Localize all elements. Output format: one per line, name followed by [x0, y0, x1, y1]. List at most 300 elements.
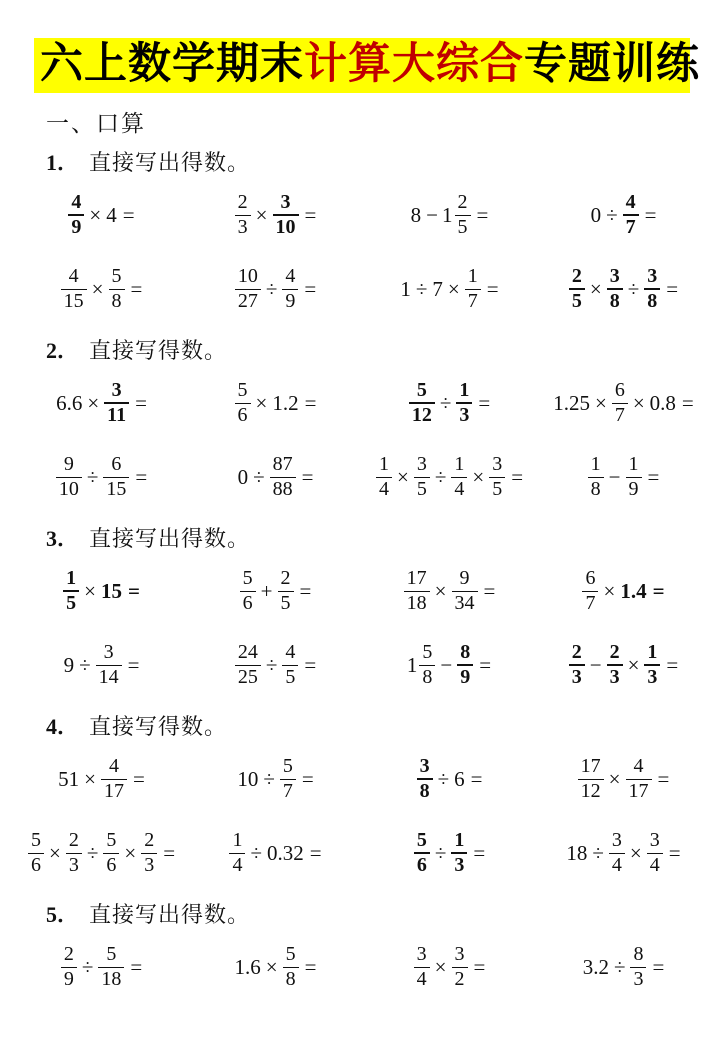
- fraction-denominator: 12: [580, 779, 601, 802]
- fraction-denominator: 4: [454, 477, 465, 500]
- fraction-denominator: 8: [111, 289, 122, 312]
- fraction-denominator: 11: [107, 404, 127, 427]
- fraction: [235, 380, 251, 426]
- fraction: [609, 830, 625, 876]
- fraction: [103, 454, 129, 500]
- fraction-denominator: 8: [609, 290, 620, 313]
- fraction: [270, 454, 296, 500]
- fraction-denominator: 3: [609, 666, 620, 689]
- operator: ×: [434, 578, 447, 603]
- fraction: [56, 454, 82, 500]
- operator: ÷: [253, 464, 265, 489]
- problem: [14, 266, 188, 312]
- problem: [14, 454, 188, 500]
- fraction: [569, 642, 585, 689]
- fraction-numerator: 5: [409, 380, 435, 405]
- equals-sign: =: [127, 578, 140, 603]
- fraction-numerator: 5: [98, 944, 124, 968]
- fraction: [452, 568, 478, 614]
- equals-sign: =: [473, 840, 486, 865]
- operator: ×: [89, 202, 102, 227]
- fraction: [282, 266, 298, 312]
- operator: ÷: [437, 766, 450, 791]
- fraction-numerator: 3: [489, 454, 505, 478]
- fraction-numerator: 1: [376, 454, 392, 478]
- equals-sign: =: [304, 652, 317, 677]
- fraction-denominator: 5: [66, 592, 77, 615]
- problem: [536, 568, 710, 614]
- operator: ÷: [265, 276, 278, 301]
- fraction: [96, 642, 122, 688]
- fraction: [240, 568, 256, 614]
- number: 3.2: [582, 954, 609, 979]
- fraction: [409, 380, 435, 427]
- fraction: [451, 830, 467, 877]
- operator: ÷: [613, 954, 626, 979]
- fraction-denominator: 15: [63, 289, 84, 312]
- fraction-numerator: 3: [452, 944, 468, 968]
- operator: ÷: [434, 840, 447, 865]
- fraction-numerator: 1: [626, 454, 642, 478]
- fraction: [578, 756, 604, 802]
- problem-group: [0, 148, 724, 326]
- fraction-denominator: 8: [285, 967, 296, 990]
- fraction-denominator: 17: [104, 779, 124, 802]
- fraction-numerator: 2: [66, 830, 82, 854]
- fraction: [414, 454, 430, 500]
- section-heading: 一、口算: [46, 111, 146, 137]
- operator: −: [440, 652, 453, 677]
- fraction: [235, 642, 261, 688]
- operator: ×: [472, 464, 485, 489]
- fraction-denominator: 9: [460, 666, 471, 689]
- group-heading: [46, 712, 724, 742]
- mixed-number: [442, 192, 472, 238]
- problem: [362, 756, 536, 803]
- fraction-numerator: 2: [569, 266, 585, 291]
- fraction-denominator: 3: [459, 404, 470, 427]
- fraction-denominator: 3: [144, 853, 155, 876]
- problem-row: [0, 628, 724, 702]
- problem: [14, 756, 188, 802]
- fraction-numerator: 6: [103, 454, 129, 478]
- fraction-denominator: 5: [280, 591, 291, 614]
- fraction: [465, 266, 481, 312]
- mixed-number: [407, 642, 437, 688]
- equals-sign: =: [135, 390, 147, 415]
- problem: [362, 830, 536, 877]
- problem: [14, 830, 188, 876]
- problem-row: [0, 366, 724, 440]
- fraction-denominator: 3: [647, 666, 658, 689]
- operator: ×: [589, 276, 602, 301]
- fraction: [282, 642, 298, 688]
- fraction-denominator: 3: [454, 854, 465, 877]
- problem: [536, 266, 710, 313]
- problem: [362, 266, 536, 312]
- number: 18: [566, 840, 588, 865]
- fraction: [452, 944, 468, 990]
- title-right: 专题训练: [524, 40, 700, 88]
- fraction-denominator: 5: [416, 477, 427, 500]
- fraction-numerator: 9: [452, 568, 478, 592]
- equals-sign: =: [483, 578, 496, 603]
- fraction: [109, 266, 125, 312]
- problem-row: [0, 816, 724, 890]
- problem: [188, 568, 362, 614]
- problem-group: [0, 336, 724, 514]
- problem: [536, 830, 710, 876]
- operator: ÷: [86, 464, 99, 489]
- operator: −: [426, 202, 438, 227]
- number: 10: [237, 766, 259, 791]
- fraction-numerator: 6: [582, 568, 598, 592]
- fraction: [235, 192, 251, 238]
- fraction-denominator: 8: [590, 477, 601, 500]
- fraction: [229, 830, 245, 876]
- fraction: [103, 830, 119, 876]
- equals-sign: =: [304, 390, 317, 415]
- fraction-numerator: 4: [61, 266, 87, 290]
- equals-sign: =: [309, 840, 322, 865]
- equals-sign: =: [473, 954, 486, 979]
- fraction: [66, 830, 82, 876]
- group-heading-number: 1．: [46, 150, 80, 176]
- mixed-whole-part: 1: [442, 202, 453, 227]
- operator: ÷: [434, 464, 447, 489]
- operator: ×: [91, 276, 104, 301]
- equals-sign: =: [122, 202, 135, 227]
- problem: [14, 192, 188, 239]
- fraction: [626, 454, 642, 500]
- mixed-fraction-part: [419, 642, 435, 688]
- problem-row: [0, 742, 724, 816]
- mixed-whole-part: 1: [406, 652, 418, 677]
- fraction-denominator: 5: [285, 665, 296, 688]
- number: 7: [432, 276, 443, 301]
- fraction-numerator: 17: [404, 568, 430, 592]
- fraction-denominator: 6: [106, 853, 117, 876]
- operator: ×: [255, 390, 268, 415]
- fraction-numerator: 2: [141, 830, 157, 854]
- fraction: [414, 830, 430, 877]
- fraction: [273, 192, 299, 239]
- problem-row: [0, 178, 724, 252]
- fraction-denominator: 3: [237, 215, 248, 238]
- fraction: [283, 944, 299, 990]
- operator: −: [589, 652, 602, 677]
- problem: [362, 568, 536, 614]
- equals-sign: =: [652, 954, 665, 979]
- fraction: [607, 266, 623, 313]
- operator: ÷: [86, 840, 99, 865]
- problem-group: [0, 524, 724, 702]
- group-heading-label: 直接写得数。: [89, 338, 228, 364]
- fraction-denominator: 7: [614, 403, 625, 426]
- fraction-numerator: 5: [414, 830, 430, 855]
- operator: ×: [434, 954, 447, 979]
- fraction-numerator: 4: [623, 192, 639, 217]
- fraction-numerator: 2: [455, 192, 471, 216]
- number: 8: [410, 202, 422, 227]
- fraction-denominator: 7: [625, 216, 636, 239]
- problem: [536, 642, 710, 689]
- fraction: [61, 266, 87, 312]
- equals-sign: =: [304, 202, 317, 227]
- fraction-numerator: 10: [235, 266, 261, 290]
- problem-group: [0, 712, 724, 890]
- fraction-denominator: 8: [419, 780, 430, 803]
- fraction-denominator: 14: [98, 665, 119, 688]
- fraction-numerator: 5: [103, 830, 119, 854]
- number: 1.4: [620, 578, 647, 603]
- operator: ×: [255, 202, 268, 227]
- operator: ÷: [263, 766, 275, 791]
- fraction-numerator: 1: [588, 454, 604, 478]
- fraction-denominator: 18: [101, 967, 122, 990]
- fraction: [607, 642, 623, 689]
- problem: [14, 568, 188, 615]
- operator: ÷: [79, 652, 91, 677]
- title-highlight: 计算大综合: [304, 40, 524, 88]
- fraction-numerator: 3: [104, 380, 129, 405]
- operator: ×: [84, 766, 96, 791]
- number: 0: [590, 202, 602, 227]
- operator: ×: [629, 840, 642, 865]
- fraction-numerator: 6: [612, 380, 628, 404]
- fraction: [376, 454, 392, 500]
- fraction-denominator: 3: [571, 666, 582, 689]
- equals-sign: =: [479, 652, 492, 677]
- equals-sign: =: [486, 276, 499, 301]
- number: 1.25: [553, 390, 590, 415]
- equals-sign: =: [301, 464, 314, 489]
- number: 1.2: [272, 390, 299, 415]
- number: 4: [106, 202, 117, 227]
- equals-sign: =: [666, 652, 679, 677]
- operator: ÷: [606, 202, 618, 227]
- fraction-numerator: 2: [569, 642, 585, 667]
- problem: [14, 642, 188, 688]
- fraction-denominator: 18: [406, 591, 427, 614]
- problem: [188, 830, 362, 876]
- problem-row: [0, 440, 724, 514]
- equals-sign: =: [644, 202, 657, 227]
- fraction-numerator: 3: [96, 642, 122, 666]
- fraction-denominator: 4: [611, 853, 622, 876]
- number: 0.32: [266, 840, 304, 865]
- fraction-denominator: 4: [232, 853, 243, 876]
- fraction-numerator: 3: [607, 266, 623, 291]
- fraction: [612, 380, 628, 426]
- fraction: [235, 266, 261, 312]
- operator: ÷: [250, 840, 262, 865]
- number: 6.6: [56, 390, 83, 415]
- problem-groups-container: [0, 148, 724, 1004]
- fraction-denominator: 6: [237, 403, 248, 426]
- fraction-numerator: 4: [626, 756, 652, 780]
- equals-sign: =: [681, 390, 694, 415]
- number: 15: [100, 578, 122, 603]
- operator: ÷: [415, 276, 428, 301]
- fraction-numerator: 3: [609, 830, 625, 854]
- fraction-numerator: 5: [109, 266, 125, 290]
- operator: +: [260, 578, 273, 603]
- fraction-numerator: 8: [630, 944, 646, 968]
- operator: ÷: [265, 652, 278, 677]
- fraction-numerator: 2: [607, 642, 623, 667]
- group-heading: [46, 336, 724, 366]
- fraction-numerator: 5: [419, 642, 435, 666]
- equals-sign: =: [647, 464, 660, 489]
- fraction-denominator: 10: [58, 477, 79, 500]
- equals-sign: =: [127, 652, 140, 677]
- fraction: [644, 642, 660, 689]
- fraction-numerator: 8: [457, 642, 473, 667]
- group-heading: [46, 524, 724, 554]
- operator: ÷: [81, 954, 94, 979]
- operator: ×: [84, 578, 96, 603]
- fraction: [456, 380, 472, 427]
- equals-sign: =: [163, 840, 176, 865]
- fraction-denominator: 12: [411, 404, 432, 427]
- fraction-denominator: 7: [282, 779, 293, 802]
- equals-sign: =: [299, 578, 312, 603]
- fraction-numerator: 2: [235, 192, 251, 216]
- fraction-numerator: 5: [28, 830, 44, 854]
- problem: [362, 192, 536, 238]
- fraction-numerator: 5: [280, 756, 296, 780]
- problem: [536, 944, 710, 990]
- problem: [188, 756, 362, 802]
- fraction-numerator: 24: [235, 642, 261, 666]
- fraction-denominator: 5: [492, 477, 503, 500]
- problem-row: [0, 930, 724, 1004]
- fraction: [626, 756, 652, 802]
- fraction: [61, 944, 77, 990]
- group-heading-number: 4．: [46, 714, 80, 740]
- equals-sign: =: [135, 464, 148, 489]
- fraction-numerator: 17: [578, 756, 604, 780]
- fraction-denominator: 9: [628, 477, 639, 500]
- fraction-denominator: 9: [71, 216, 82, 239]
- fraction: [630, 944, 646, 990]
- fraction: [414, 944, 430, 990]
- fraction-numerator: 4: [101, 756, 127, 780]
- fraction-denominator: 25: [237, 665, 258, 688]
- problem: [14, 944, 188, 990]
- group-heading-number: 3．: [46, 526, 80, 552]
- fraction-denominator: 5: [571, 290, 582, 313]
- fraction-denominator: 4: [416, 967, 427, 990]
- fraction-denominator: 3: [633, 967, 644, 990]
- equals-sign: =: [304, 954, 317, 979]
- mixed-fraction-part: [455, 192, 471, 238]
- operator: −: [608, 464, 621, 489]
- fraction-numerator: 3: [414, 944, 430, 968]
- equals-sign: =: [511, 464, 524, 489]
- problem: [536, 454, 710, 500]
- fraction-numerator: 2: [278, 568, 294, 592]
- fraction: [141, 830, 157, 876]
- operator: ×: [124, 840, 137, 865]
- operator: ×: [594, 390, 607, 415]
- fraction: [582, 568, 598, 614]
- equals-sign: =: [130, 276, 143, 301]
- number: 0: [237, 464, 249, 489]
- fraction-numerator: 3: [417, 756, 433, 781]
- equals-sign: =: [470, 766, 483, 791]
- fraction-numerator: 3: [273, 192, 299, 217]
- fraction-denominator: 6: [416, 854, 427, 877]
- fraction-numerator: 4: [282, 266, 298, 290]
- fraction-numerator: 4: [282, 642, 298, 666]
- fraction: [28, 830, 44, 876]
- fraction: [647, 830, 663, 876]
- equals-sign: =: [476, 202, 489, 227]
- operator: ×: [632, 390, 645, 415]
- fraction: [623, 192, 639, 239]
- fraction-numerator: 1: [63, 568, 79, 593]
- fraction-numerator: 1: [644, 642, 660, 667]
- operator: ×: [396, 464, 409, 489]
- operator: ×: [48, 840, 61, 865]
- fraction: [98, 944, 124, 990]
- fraction: [644, 266, 660, 313]
- fraction-denominator: 4: [378, 477, 389, 500]
- fraction-denominator: 2: [454, 967, 465, 990]
- fraction-numerator: 1: [229, 830, 245, 854]
- operator: ×: [603, 578, 616, 603]
- fraction-numerator: 5: [235, 380, 251, 404]
- fraction-numerator: 1: [465, 266, 481, 290]
- number: 9: [63, 652, 75, 677]
- fraction-denominator: 6: [30, 853, 41, 876]
- fraction-numerator: 3: [647, 830, 663, 854]
- equals-sign: =: [652, 578, 665, 603]
- fraction-numerator: 87: [270, 454, 296, 478]
- fraction: [68, 192, 84, 239]
- problem-row: [0, 554, 724, 628]
- equals-sign: =: [133, 766, 145, 791]
- problem: [14, 380, 188, 427]
- fraction-denominator: 7: [467, 289, 478, 312]
- fraction: [404, 568, 430, 614]
- fraction-denominator: 5: [457, 215, 468, 238]
- equals-sign: =: [668, 840, 681, 865]
- group-heading: [46, 148, 724, 178]
- operator: ÷: [627, 276, 640, 301]
- group-heading-label: 直接写出得数。: [89, 526, 251, 552]
- problem: [188, 454, 362, 500]
- problem: [188, 380, 362, 426]
- number: 51: [58, 766, 80, 791]
- fraction-numerator: 3: [644, 266, 660, 291]
- equals-sign: =: [130, 954, 143, 979]
- fraction-denominator: 3: [68, 853, 79, 876]
- equals-sign: =: [666, 276, 679, 301]
- problem: [188, 944, 362, 990]
- fraction-numerator: 4: [68, 192, 84, 217]
- operator: ×: [627, 652, 640, 677]
- fraction: [104, 380, 129, 427]
- fraction: [280, 756, 296, 802]
- equals-sign: =: [301, 766, 314, 791]
- problem: [188, 266, 362, 312]
- problem: [188, 642, 362, 688]
- fraction-denominator: 27: [237, 289, 258, 312]
- fraction-denominator: 4: [649, 853, 660, 876]
